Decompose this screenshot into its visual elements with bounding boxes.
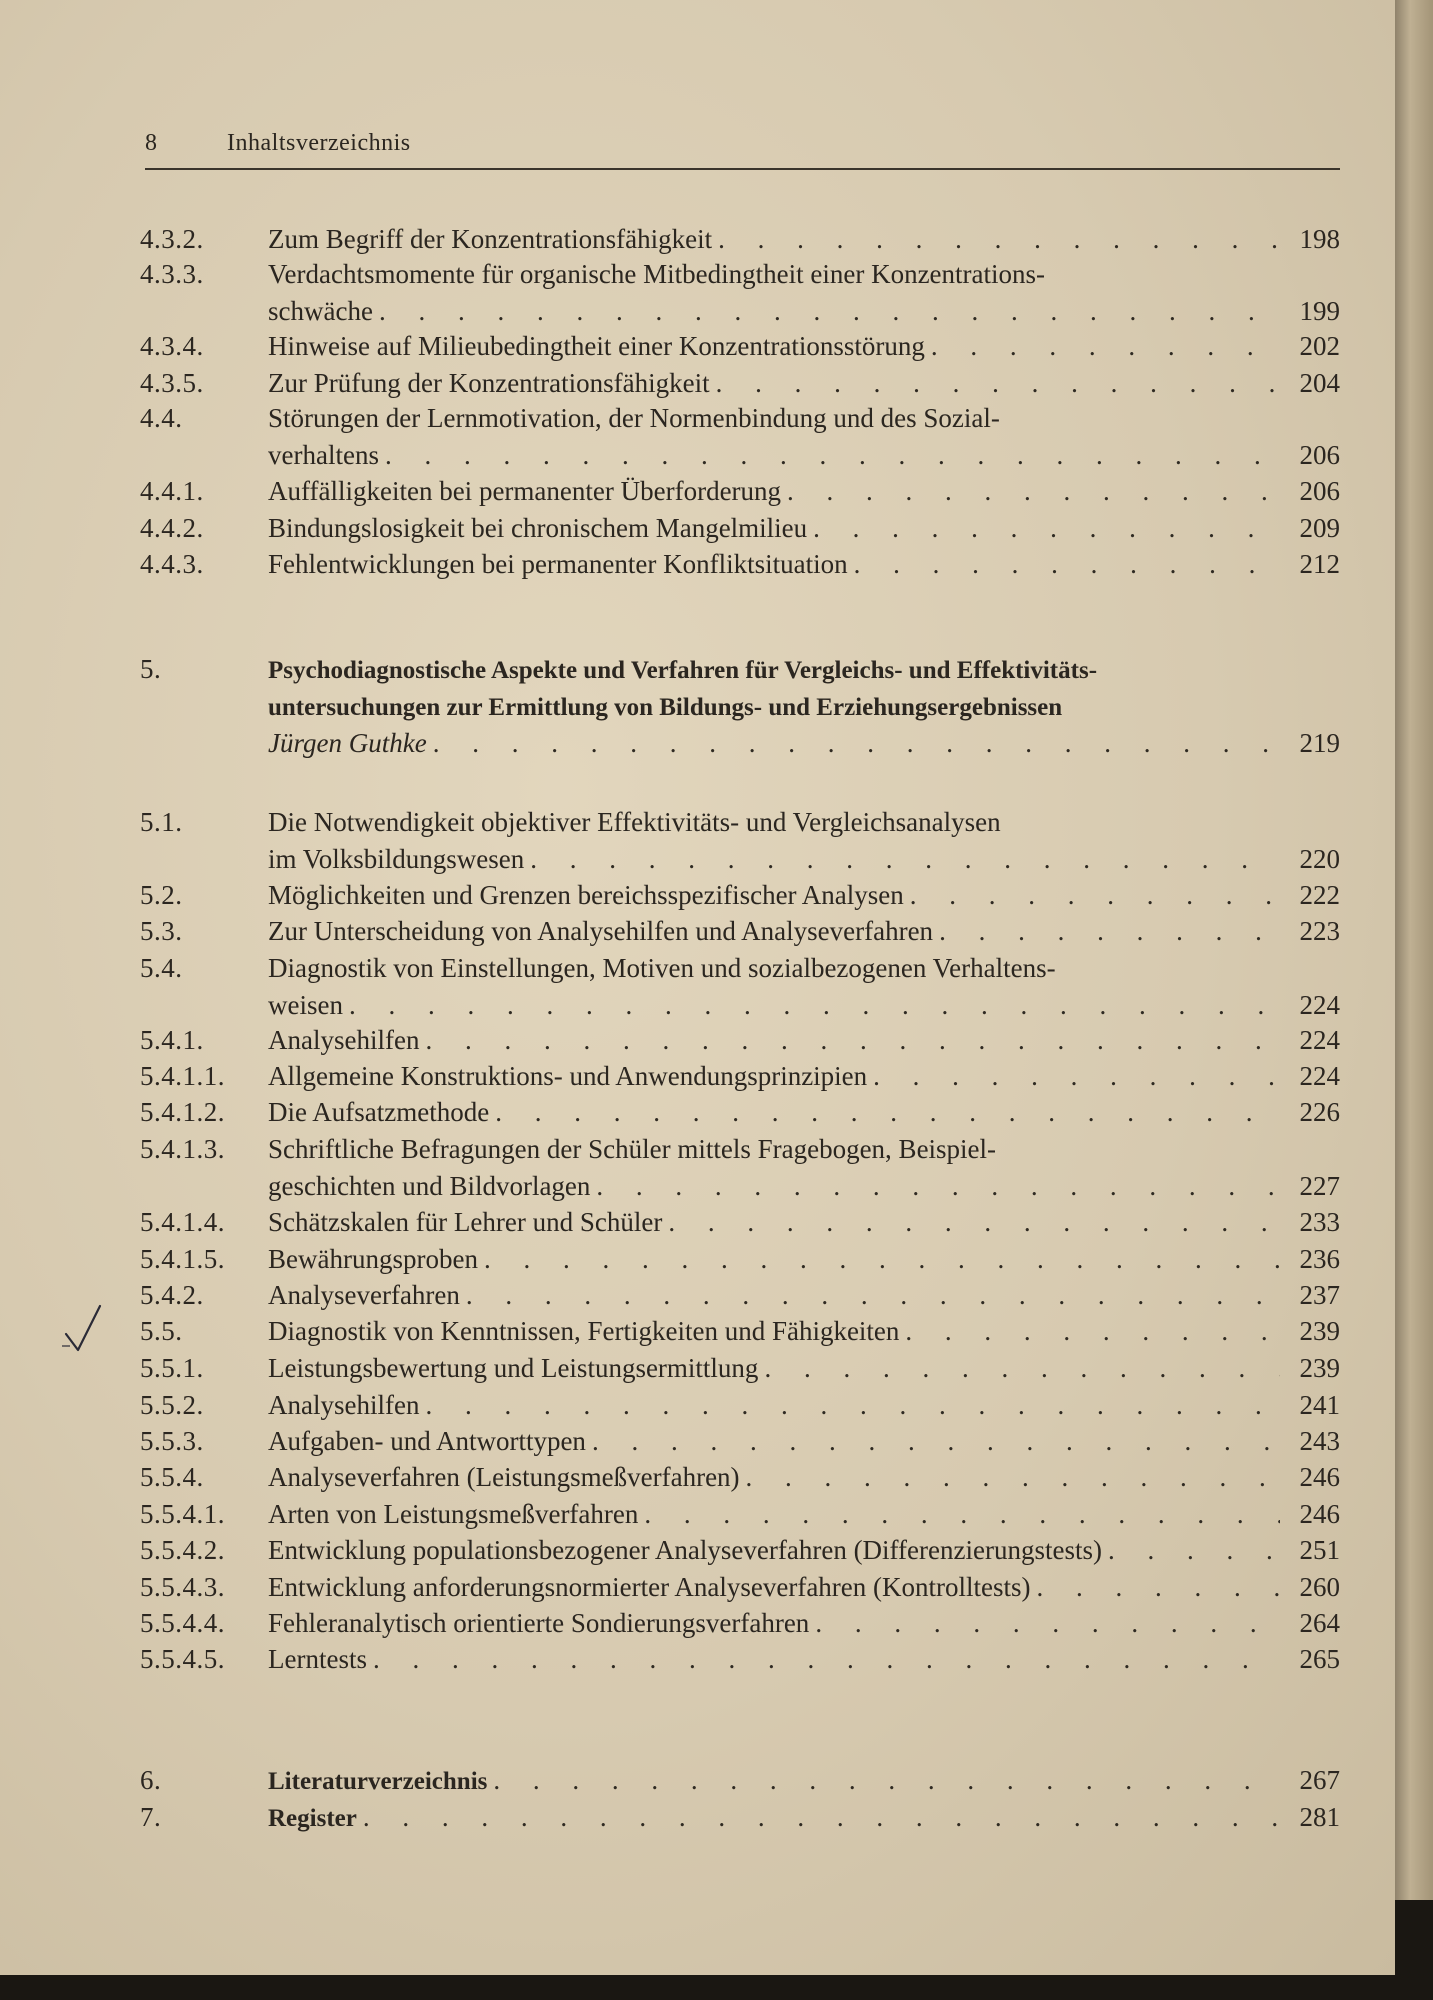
toc-title-text: Aufgaben- und Antworttypen (268, 1426, 586, 1456)
toc-entry-body (268, 510, 1340, 547)
running-header (145, 130, 1340, 170)
toc-title-text: Leistungsbewertung und Leistungsermittlung (268, 1353, 759, 1383)
toc-title-line (268, 1058, 1340, 1095)
page-number: 8 (145, 130, 158, 156)
toc-page-number: 251 (1299, 1535, 1340, 1565)
toc-leader-dots (931, 328, 1280, 365)
toc-page-number: 223 (1299, 916, 1340, 946)
toc-title-text: Jürgen Guthke (268, 728, 427, 758)
toc-title-text: Bewährungsproben (268, 1244, 478, 1274)
toc-title-line (268, 804, 1340, 841)
toc-page-number: 199 (1299, 296, 1340, 326)
toc-section-number: 5.4.1. (140, 1025, 204, 1055)
toc-page-number: 260 (1299, 1572, 1340, 1602)
toc-title-line (268, 473, 1340, 510)
toc-title-line (268, 1762, 1340, 1799)
toc-title-line (268, 950, 1340, 987)
toc-title-line (268, 1569, 1340, 1606)
toc-title-line (268, 1241, 1340, 1278)
toc-title-text: Bindungslosigkeit bei chronischem Mangelmilieu (268, 513, 808, 543)
toc-title-line (268, 1313, 1340, 1350)
handwritten-check-mark-icon (60, 1300, 110, 1360)
toc-section-number: 4.3.5. (140, 368, 204, 398)
toc-title-line (268, 510, 1340, 547)
toc-title-line (268, 1496, 1340, 1533)
toc-page-number: 265 (1299, 1644, 1340, 1674)
toc-section-number: 5.5.3. (140, 1426, 204, 1456)
toc-page-number: 224 (1299, 990, 1340, 1020)
toc-title-line (268, 841, 1340, 878)
toc-title-text: Auffälligkeiten bei permanenter Überforderung (268, 476, 782, 506)
toc-title-text: schwäche (268, 296, 373, 326)
toc-entry-body (268, 1459, 1340, 1496)
toc-title-text: Allgemeine Konstruktions- und Anwendungsprinzipien (268, 1061, 868, 1091)
toc-leader-dots (718, 221, 1280, 258)
toc-entry-body (268, 1022, 1340, 1059)
toc-title-text: untersuchungen zur Ermittlung von Bildungs- und Erziehungsergebnissen (268, 694, 1063, 721)
toc-section-number: 5.4.1.3. (140, 1134, 225, 1164)
toc-title-text: Analysehilfen (268, 1390, 420, 1420)
toc-title-text: Analyseverfahren (268, 1280, 460, 1310)
toc-page-number: 206 (1299, 440, 1340, 470)
toc-page-number: 243 (1299, 1426, 1340, 1456)
toc-section-number: 4.3.2. (140, 224, 204, 254)
toc-section-number: 5.4.1.1. (140, 1061, 225, 1091)
toc-title-line (268, 1204, 1340, 1241)
toc-page-number: 198 (1299, 224, 1340, 254)
toc-entry-body (268, 1569, 1340, 1606)
toc-title-text: Analysehilfen (268, 1025, 420, 1055)
toc-title-text: Störungen der Lernmotivation, der Normenbindung und des Sozial- (268, 403, 1000, 433)
toc-section-number: 4.4.3. (140, 549, 204, 579)
toc-title-text: Psychodiagnostische Aspekte und Verfahren für Vergleichs- und Effektivitäts- (268, 657, 1098, 684)
toc-title-text: Möglichkeiten und Grenzen bereichsspezifischer Analysen (268, 880, 904, 910)
toc-title-line (268, 437, 1340, 474)
toc-leader-dots (466, 1277, 1280, 1314)
toc-title-line (268, 1459, 1340, 1496)
toc-page-number: 224 (1299, 1025, 1340, 1055)
toc-leader-dots (425, 1022, 1280, 1059)
toc-entry-body (268, 1387, 1340, 1424)
toc-entry-body (268, 1204, 1340, 1241)
toc-title-text: Diagnostik von Einstellungen, Motiven und sozialbezogenen Verhaltens- (268, 953, 1056, 983)
toc-title-text: Fehlentwicklungen bei permanenter Konfliktsituation (268, 549, 848, 579)
toc-leader-dots (854, 546, 1280, 583)
toc-entry-body (268, 1058, 1340, 1095)
toc-section-number: 5.4.1.5. (140, 1244, 225, 1274)
toc-leader-dots (668, 1204, 1280, 1241)
toc-section-number: 5.5.4.1. (140, 1499, 225, 1529)
toc-title-line (268, 256, 1340, 293)
toc-leader-dots (592, 1423, 1280, 1460)
toc-section-number: 4.3.4. (140, 331, 204, 361)
toc-title-text: Arten von Leistungsmeßverfahren (268, 1499, 639, 1529)
toc-entry-body (268, 365, 1340, 402)
toc-page-number: 212 (1299, 549, 1340, 579)
toc-title-line (268, 1168, 1340, 1205)
toc-leader-dots (873, 1058, 1280, 1095)
toc-page-number: 206 (1299, 476, 1340, 506)
toc-title-line (268, 221, 1340, 258)
toc-section-number: 5.5.4.5. (140, 1644, 225, 1674)
toc-leader-dots (493, 1762, 1280, 1799)
toc-section-number: 5.4.2. (140, 1280, 204, 1310)
toc-entry-body (268, 1131, 1340, 1205)
toc-title-text: Schätzskalen für Lehrer und Schüler (268, 1207, 663, 1237)
toc-section-number: 5.5.4.3. (140, 1572, 225, 1602)
toc-page-number: 237 (1299, 1280, 1340, 1310)
toc-title-line (268, 877, 1340, 914)
toc-leader-dots (716, 365, 1280, 402)
toc-leader-dots (905, 1313, 1280, 1350)
toc-entry-body (268, 1350, 1340, 1387)
toc-title-line (268, 1641, 1340, 1678)
toc-title-text: Hinweise auf Milieubedingtheit einer Konzentrationsstörung (268, 331, 925, 361)
toc-entry-body (268, 804, 1340, 878)
toc-title-line (268, 1094, 1340, 1131)
toc-page-number: 239 (1299, 1353, 1340, 1383)
toc-section-number: 5.3. (140, 916, 183, 946)
toc-title-line (268, 987, 1340, 1024)
toc-title-line (268, 400, 1340, 437)
toc-title-line (268, 1605, 1340, 1642)
toc-leader-dots (379, 293, 1280, 330)
toc-entry-body (268, 1423, 1340, 1460)
toc-section-number: 5.5.1. (140, 1353, 204, 1383)
toc-page-number: 281 (1299, 1802, 1340, 1832)
toc-page-number: 246 (1299, 1462, 1340, 1492)
toc-leader-dots (349, 987, 1280, 1024)
toc-title-text: Die Notwendigkeit objektiver Effektivitäts- und Vergleichsanalysen (268, 807, 1001, 837)
toc-title-line (268, 328, 1340, 365)
toc-leader-dots (1037, 1569, 1280, 1606)
toc-title-line (268, 1387, 1340, 1424)
toc-section-number: 5.1. (140, 807, 183, 837)
toc-section-number: 6. (140, 1765, 162, 1795)
toc-entry-body (268, 256, 1340, 330)
toc-page-number: 246 (1299, 1499, 1340, 1529)
toc-title-text: Analyseverfahren (Leistungsmeßverfahren) (268, 1462, 740, 1492)
toc-section-number: 5.5.4.4. (140, 1608, 225, 1638)
toc-section-number: 4.4. (140, 403, 183, 433)
toc-title-text: Zum Begriff der Konzentrationsfähigkeit (268, 224, 713, 254)
toc-title-text: Verdachtsmomente für organische Mitbedingtheit einer Konzentrations- (268, 259, 1046, 289)
page-edge (1395, 0, 1433, 1900)
toc-leader-dots (787, 473, 1280, 510)
toc-title-line (268, 913, 1340, 950)
toc-title-line (268, 1423, 1340, 1460)
toc-section-number: 5.2. (140, 880, 183, 910)
toc-entry-body (268, 950, 1340, 1024)
toc-entry-body (268, 1496, 1340, 1533)
toc-title-line (268, 546, 1340, 583)
toc-page-number: 227 (1299, 1171, 1340, 1201)
toc-leader-dots (764, 1350, 1280, 1387)
toc-title-line (268, 725, 1340, 762)
toc-page-number: 220 (1299, 844, 1340, 874)
toc-entry-body (268, 1641, 1340, 1678)
toc-leader-dots (910, 877, 1280, 914)
toc-leader-dots (1108, 1532, 1280, 1569)
toc-page-number: 219 (1299, 728, 1340, 758)
toc-leader-dots (939, 913, 1280, 950)
toc-leader-dots (373, 1641, 1280, 1678)
toc-entry-body (268, 328, 1340, 365)
toc-leader-dots (363, 1799, 1280, 1836)
toc-title-text: Zur Prüfung der Konzentrationsfähigkeit (268, 368, 710, 398)
toc-entry-body (268, 651, 1340, 762)
toc-section-number: 5.5. (140, 1316, 183, 1346)
toc-section-number: 5. (140, 654, 162, 684)
toc-title-text: Entwicklung anforderungsnormierter Analyseverfahren (Kontrolltests) (268, 1572, 1031, 1602)
toc-leader-dots (746, 1459, 1280, 1496)
toc-page-number: 267 (1299, 1765, 1340, 1795)
toc-title-text: Schriftliche Befragungen der Schüler mittels Fragebogen, Beispiel- (268, 1134, 997, 1164)
toc-page-number: 241 (1299, 1390, 1340, 1420)
toc-leader-dots (385, 437, 1280, 474)
toc-page-number: 224 (1299, 1061, 1340, 1091)
toc-entry-body (268, 1094, 1340, 1131)
toc-page-number: 204 (1299, 368, 1340, 398)
toc-title-line (268, 688, 1340, 725)
toc-leader-dots (644, 1496, 1280, 1533)
toc-title-text: Die Aufsatzmethode (268, 1097, 490, 1127)
toc-section-number: 5.5.4.2. (140, 1535, 225, 1565)
toc-title-text: Diagnostik von Kenntnissen, Fertigkeiten und Fähigkeiten (268, 1316, 900, 1346)
toc-leader-dots (813, 510, 1280, 547)
toc-title-line (268, 1277, 1340, 1314)
toc-entry-body (268, 473, 1340, 510)
toc-title-line (268, 1532, 1340, 1569)
header-rule (145, 168, 1340, 170)
toc-title-text: Lerntests (268, 1644, 367, 1674)
toc-title-text: weisen (268, 990, 343, 1020)
toc-title-line (268, 293, 1340, 330)
toc-leader-dots (530, 841, 1280, 878)
toc-page-number: 233 (1299, 1207, 1340, 1237)
toc-leader-dots (495, 1094, 1280, 1131)
toc-title-text: im Volksbildungswesen (268, 844, 525, 874)
toc-section-number: 7. (140, 1802, 162, 1832)
toc-title-text: geschichten und Bildvorlagen (268, 1171, 591, 1201)
toc-title-line (268, 1131, 1340, 1168)
toc-title-line (268, 1799, 1340, 1836)
toc-entry-body (268, 1762, 1340, 1799)
toc-entry-body (268, 546, 1340, 583)
toc-entry-body (268, 1605, 1340, 1642)
toc-page-number: 264 (1299, 1608, 1340, 1638)
toc-leader-dots (484, 1241, 1280, 1278)
toc-section-number: 5.5.2. (140, 1390, 204, 1420)
toc-leader-dots (596, 1168, 1280, 1205)
toc-entry-body (268, 400, 1340, 474)
toc-title-text: Register (268, 1805, 357, 1832)
toc-section-number: 5.4.1.2. (140, 1097, 225, 1127)
toc-entry-body (268, 1277, 1340, 1314)
toc-entry-body (268, 913, 1340, 950)
toc-page-number: 202 (1299, 331, 1340, 361)
toc-leader-dots (815, 1605, 1280, 1642)
toc-entry-body (268, 221, 1340, 258)
toc-leader-dots (425, 1387, 1280, 1424)
toc-section-number: 5.5.4. (140, 1462, 204, 1492)
toc-entry-body (268, 1241, 1340, 1278)
toc-page-number: 209 (1299, 513, 1340, 543)
toc-page-number: 239 (1299, 1316, 1340, 1346)
toc-title-text: Fehleranalytisch orientierte Sondierungsverfahren (268, 1608, 810, 1638)
toc-title-text: verhaltens (268, 440, 379, 470)
toc-entry-body (268, 1313, 1340, 1350)
toc-title-line (268, 365, 1340, 402)
toc-title-line (268, 651, 1340, 688)
toc-section-number: 4.4.1. (140, 476, 204, 506)
toc-entry-body (268, 1532, 1340, 1569)
toc-title-text: Entwicklung populationsbezogener Analyseverfahren (Differenzierungstests) (268, 1535, 1102, 1565)
toc-page-number: 226 (1299, 1097, 1340, 1127)
toc-entry-body (268, 1799, 1340, 1836)
toc-title-text: Zur Unterscheidung von Analysehilfen und Analyseverfahren (268, 916, 934, 946)
toc-section-number: 5.4. (140, 953, 183, 983)
toc-entry-body (268, 877, 1340, 914)
toc-leader-dots (433, 725, 1280, 762)
toc-title-text: Literaturverzeichnis (268, 1768, 488, 1795)
toc-section-number: 5.4.1.4. (140, 1207, 225, 1237)
toc-page-number: 236 (1299, 1244, 1340, 1274)
toc-title-line (268, 1350, 1340, 1387)
toc-section-number: 4.3.3. (140, 259, 204, 289)
toc-section-number: 4.4.2. (140, 513, 204, 543)
toc-page-number: 222 (1299, 880, 1340, 910)
header-title: Inhaltsverzeichnis (227, 130, 411, 156)
toc-title-line (268, 1022, 1340, 1059)
